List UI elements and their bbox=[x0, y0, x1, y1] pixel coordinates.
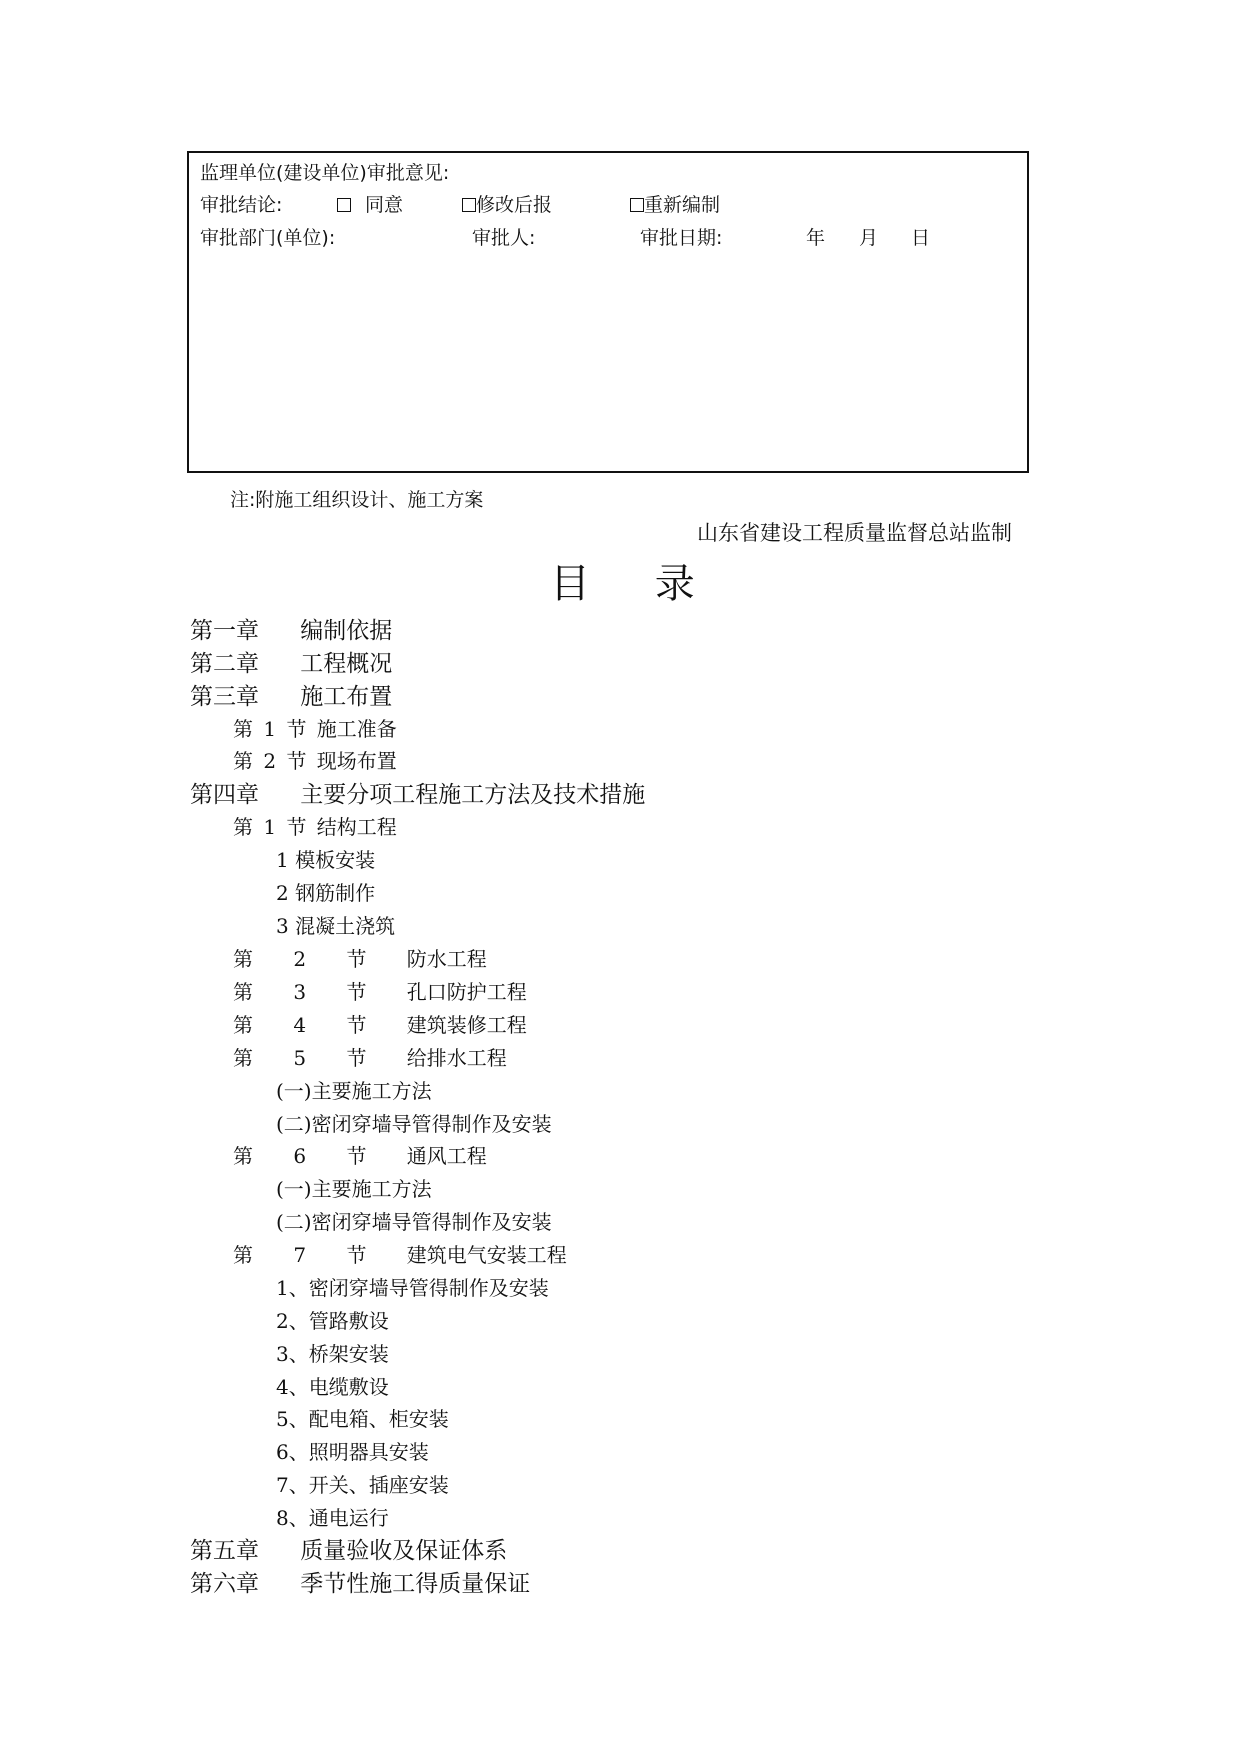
toc-entry-text: 第 3 节 孔口防护工程 bbox=[233, 980, 527, 1004]
toc-section bbox=[233, 1042, 507, 1071]
toc-entry-text: 第六章 季节性施工得质量保证 bbox=[190, 1571, 531, 1597]
toc-entry-text: 第五章 质量验收及保证体系 bbox=[190, 1538, 508, 1564]
toc-entry-text: 第 7 节 建筑电气安装工程 bbox=[233, 1243, 567, 1267]
toc-entry-text: 1、密闭穿墙导管得制作及安装 bbox=[276, 1276, 549, 1300]
revise-option-label: 修改后报 bbox=[476, 194, 553, 216]
year-label: 年 bbox=[806, 227, 826, 249]
toc-entry-text: 8、通电运行 bbox=[276, 1506, 389, 1530]
checkbox-icon[interactable] bbox=[630, 198, 644, 212]
toc-section bbox=[233, 1140, 487, 1169]
toc-item bbox=[276, 910, 395, 939]
toc-section bbox=[233, 1009, 527, 1038]
day-label: 日 bbox=[911, 227, 931, 249]
toc-entry-text: 4、电缆敷设 bbox=[276, 1375, 389, 1399]
toc-entry-text: (一)主要施工方法 bbox=[276, 1177, 432, 1201]
toc-entry-text: 第三章 施工布置 bbox=[190, 684, 393, 710]
attachment-note: 注:附施工组织设计、施工方案 bbox=[230, 489, 484, 511]
toc-item bbox=[276, 1305, 389, 1334]
toc-item bbox=[276, 1436, 429, 1465]
toc-section bbox=[233, 745, 397, 774]
toc-section bbox=[233, 811, 397, 840]
agree-option[interactable] bbox=[337, 190, 403, 217]
agree-option-label: 同意 bbox=[365, 194, 404, 216]
recompile-option-label: 重新编制 bbox=[644, 194, 721, 216]
toc-item bbox=[276, 1173, 432, 1202]
toc-entry-text: 第四章 主要分项工程施工方法及技术措施 bbox=[190, 782, 646, 808]
toc-chapter bbox=[190, 776, 645, 809]
toc-entry-text: 2、管路敷设 bbox=[276, 1309, 389, 1333]
checkbox-icon[interactable] bbox=[337, 198, 351, 212]
toc-entry-text: (二)密闭穿墙导管得制作及安装 bbox=[276, 1210, 552, 1234]
toc-entry-text: 第 2 节 现场布置 bbox=[233, 749, 397, 773]
toc-chapter bbox=[190, 1565, 530, 1598]
toc-item bbox=[276, 1403, 449, 1432]
toc-section bbox=[233, 943, 487, 972]
toc-entry-text: (二)密闭穿墙导管得制作及安装 bbox=[276, 1112, 552, 1136]
toc-item bbox=[276, 877, 375, 906]
approval-form-box bbox=[187, 151, 1029, 473]
toc-entry-text: 1 模板安装 bbox=[276, 848, 376, 872]
month-label: 月 bbox=[859, 227, 879, 249]
approver-label: 审批人: bbox=[472, 227, 536, 249]
toc-entry-text: 第 1 节 结构工程 bbox=[233, 815, 397, 839]
toc-item bbox=[276, 844, 375, 873]
toc-entry-text: 第 1 节 施工准备 bbox=[233, 717, 397, 741]
toc-entry-text: 第一章 编制依据 bbox=[190, 618, 393, 644]
toc-chapter bbox=[190, 678, 392, 711]
toc-entry-text: 2 钢筋制作 bbox=[276, 881, 376, 905]
toc-item bbox=[276, 1075, 432, 1104]
toc-entry-text: 第 4 节 建筑装修工程 bbox=[233, 1013, 527, 1037]
toc-entry-text: 6、照明器具安装 bbox=[276, 1440, 429, 1464]
toc-entry-text: 5、配电箱、柜安装 bbox=[276, 1407, 449, 1431]
toc-title: 目 录 bbox=[550, 561, 695, 607]
checkbox-icon[interactable] bbox=[462, 198, 476, 212]
toc-chapter bbox=[190, 1532, 507, 1565]
toc-item bbox=[276, 1108, 552, 1137]
toc-entry-text: 第 6 节 通风工程 bbox=[233, 1144, 487, 1168]
toc-item bbox=[276, 1206, 552, 1235]
toc-section bbox=[233, 713, 397, 742]
toc-section bbox=[233, 1239, 567, 1268]
toc-entry-text: 3 混凝土浇筑 bbox=[276, 914, 396, 938]
toc-entry-text: 第 2 节 防水工程 bbox=[233, 947, 487, 971]
toc-chapter bbox=[190, 612, 392, 645]
toc-entry-text: (一)主要施工方法 bbox=[276, 1079, 432, 1103]
toc-entry-text: 7、开关、插座安装 bbox=[276, 1473, 449, 1497]
toc-item bbox=[276, 1272, 549, 1301]
toc-item bbox=[276, 1469, 449, 1498]
toc-entry-text: 3、桥架安装 bbox=[276, 1342, 389, 1366]
toc-item bbox=[276, 1338, 389, 1367]
approval-date-label: 审批日期: bbox=[640, 227, 723, 249]
issuer-line: 山东省建设工程质量监督总站监制 bbox=[697, 521, 1012, 545]
toc-section bbox=[233, 976, 527, 1005]
approval-conclusion-label: 审批结论: bbox=[200, 194, 283, 216]
recompile-option[interactable] bbox=[630, 190, 720, 217]
department-label: 审批部门(单位): bbox=[200, 227, 336, 249]
toc-entry-text: 第 5 节 给排水工程 bbox=[233, 1046, 507, 1070]
toc-entry-text: 第二章 工程概况 bbox=[190, 651, 393, 677]
revise-option[interactable] bbox=[462, 190, 552, 217]
toc-item bbox=[276, 1371, 389, 1400]
approval-opinion-heading: 监理单位(建设单位)审批意见: bbox=[200, 162, 450, 184]
toc-chapter bbox=[190, 645, 392, 678]
toc-item bbox=[276, 1502, 389, 1531]
